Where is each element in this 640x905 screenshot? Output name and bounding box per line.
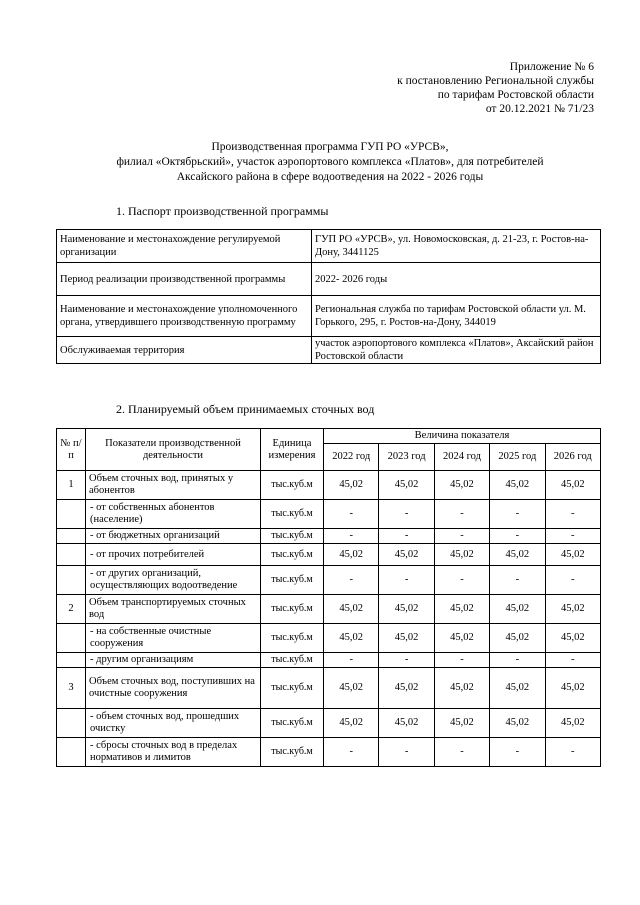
passport-key: Период реализации производственной программы [57, 263, 312, 296]
appendix-line: Приложение № 6 [509, 61, 594, 73]
row-value: 45,02 [490, 668, 545, 709]
document-title [60, 140, 600, 185]
table-row [57, 296, 601, 337]
row-value: 45,02 [324, 668, 379, 709]
row-value: 45,02 [434, 595, 489, 624]
row-unit: тыс.куб.м [261, 566, 324, 595]
row-value: - [379, 653, 434, 668]
row-unit: тыс.куб.м [261, 471, 324, 500]
row-indicator: - от прочих потребителей [86, 544, 261, 566]
header-year: 2024 год [434, 444, 489, 471]
table-row [57, 500, 601, 529]
row-value: 45,02 [379, 668, 434, 709]
row-number [57, 738, 86, 767]
passport-value: Региональная служба по тарифам Ростовской области ул. М. Горького, 295, г. Ростов-на-Дону, 344019 [312, 296, 601, 337]
row-number [57, 709, 86, 738]
row-number [57, 500, 86, 529]
table-row [57, 668, 601, 709]
row-value: - [434, 653, 489, 668]
row-value: 45,02 [434, 471, 489, 500]
row-indicator: - сбросы сточных вод в пределах нормативов и лимитов [86, 738, 261, 767]
row-value: 45,02 [545, 709, 600, 738]
row-value: 45,02 [545, 544, 600, 566]
passport-value: ГУП РО «УРСВ», ул. Новомосковская, д. 21-23, г. Ростов-на-Дону, 3441125 [312, 230, 601, 263]
row-value: - [490, 529, 545, 544]
row-number: 2 [57, 595, 86, 624]
row-value: - [434, 738, 489, 767]
passport-value: 2022- 2026 годы [312, 263, 601, 296]
row-value: 45,02 [324, 544, 379, 566]
row-indicator: Объем сточных вод, принятых у абонентов [86, 471, 261, 500]
passport-key: Обслуживаемая территория [57, 337, 312, 364]
row-value: 45,02 [434, 624, 489, 653]
row-indicator: - другим организациям [86, 653, 261, 668]
title-line: филиал «Октябрьский», участок аэропортового комплекса «Платов», для потребителей [116, 156, 544, 168]
table-row [57, 529, 601, 544]
header-year: 2022 год [324, 444, 379, 471]
row-value: 45,02 [490, 595, 545, 624]
row-number: 3 [57, 668, 86, 709]
title-line: Производственная программа ГУП РО «УРСВ», [211, 141, 449, 153]
header-year: 2026 год [545, 444, 600, 471]
row-indicator: Объем транспортируемых сточных вод [86, 595, 261, 624]
volume-table [56, 428, 601, 767]
row-value: - [324, 738, 379, 767]
header-num: № п/п [57, 429, 86, 471]
row-unit: тыс.куб.м [261, 529, 324, 544]
row-value: 45,02 [545, 624, 600, 653]
section-heading-passport: 1. Паспорт производственной программы [116, 204, 329, 218]
header-year: 2023 год [379, 444, 434, 471]
passport-key: Наименование и местонахождение регулируемой организации [57, 230, 312, 263]
row-value: 45,02 [379, 544, 434, 566]
row-value: - [434, 566, 489, 595]
row-value: - [379, 500, 434, 529]
row-indicator: - объем сточных вод, прошедших очистку [86, 709, 261, 738]
row-value: - [324, 653, 379, 668]
appendix-line: к постановлению Региональной службы [397, 75, 594, 87]
row-value: - [490, 566, 545, 595]
row-value: - [545, 529, 600, 544]
row-value: 45,02 [324, 595, 379, 624]
header-value-group: Величина показателя [324, 429, 601, 444]
row-number [57, 653, 86, 668]
row-value: 45,02 [490, 624, 545, 653]
row-value: 45,02 [379, 595, 434, 624]
row-value: - [545, 738, 600, 767]
row-value: - [324, 500, 379, 529]
row-number [57, 529, 86, 544]
row-value: - [379, 738, 434, 767]
row-indicator: - от бюджетных организаций [86, 529, 261, 544]
row-value: 45,02 [379, 709, 434, 738]
volume-table-body [57, 471, 601, 767]
row-unit: тыс.куб.м [261, 738, 324, 767]
table-row [57, 471, 601, 500]
row-value: - [324, 566, 379, 595]
row-value: 45,02 [324, 471, 379, 500]
row-indicator: - от других организаций, осуществляющих водоотведение [86, 566, 261, 595]
row-value: 45,02 [379, 624, 434, 653]
row-indicator: - на собственные очистные сооружения [86, 624, 261, 653]
row-indicator: Объем сточных вод, поступивших на очистные сооружения [86, 668, 261, 709]
table-row [57, 566, 601, 595]
header-indicator: Показатели производственной деятельности [86, 429, 261, 471]
row-value: - [545, 566, 600, 595]
row-value: 45,02 [490, 471, 545, 500]
table-row [57, 624, 601, 653]
row-value: 45,02 [434, 544, 489, 566]
table-row [57, 230, 601, 263]
row-value: 45,02 [324, 709, 379, 738]
row-value: - [379, 529, 434, 544]
table-row [57, 653, 601, 668]
passport-table [56, 229, 601, 364]
row-number [57, 624, 86, 653]
header-row [57, 429, 601, 444]
table-row [57, 544, 601, 566]
table-row [57, 738, 601, 767]
row-value: - [324, 529, 379, 544]
row-value: 45,02 [379, 471, 434, 500]
row-unit: тыс.куб.м [261, 500, 324, 529]
row-unit: тыс.куб.м [261, 653, 324, 668]
row-number [57, 566, 86, 595]
row-unit: тыс.куб.м [261, 595, 324, 624]
row-value: 45,02 [434, 709, 489, 738]
row-unit: тыс.куб.м [261, 544, 324, 566]
row-value: 45,02 [545, 471, 600, 500]
row-value: 45,02 [490, 709, 545, 738]
header-year: 2025 год [490, 444, 545, 471]
row-value: - [434, 500, 489, 529]
title-line: Аксайского района в сфере водоотведения на 2022 - 2026 годы [176, 171, 484, 183]
row-unit: тыс.куб.м [261, 709, 324, 738]
table-row [57, 337, 601, 364]
row-number [57, 544, 86, 566]
row-unit: тыс.куб.м [261, 668, 324, 709]
row-value: 45,02 [545, 668, 600, 709]
table-row [57, 595, 601, 624]
row-value: 45,02 [545, 595, 600, 624]
table-row [57, 709, 601, 738]
section-heading-volume: 2. Планируемый объем принимаемых сточных вод [116, 402, 375, 416]
row-number: 1 [57, 471, 86, 500]
row-value: - [379, 566, 434, 595]
row-value: - [490, 500, 545, 529]
row-unit: тыс.куб.м [261, 624, 324, 653]
appendix-line: по тарифам Ростовской области [437, 89, 594, 101]
row-value: 45,02 [434, 668, 489, 709]
table-row [57, 263, 601, 296]
row-value: 45,02 [490, 544, 545, 566]
row-indicator: - от собственных абонентов (население) [86, 500, 261, 529]
row-value: - [490, 653, 545, 668]
passport-value: участок аэропортового комплекса «Платов», Аксайский район Ростовской области [312, 337, 601, 364]
row-value: - [490, 738, 545, 767]
header-unit: Единица измерения [261, 429, 324, 471]
passport-key: Наименование и местонахождение уполномоченного органа, утвердившего производственную программу [57, 296, 312, 337]
row-value: - [545, 653, 600, 668]
appendix-line: от 20.12.2021 № 71/23 [485, 103, 594, 115]
row-value: 45,02 [324, 624, 379, 653]
row-value: - [434, 529, 489, 544]
appendix-block [274, 60, 594, 116]
row-value: - [545, 500, 600, 529]
